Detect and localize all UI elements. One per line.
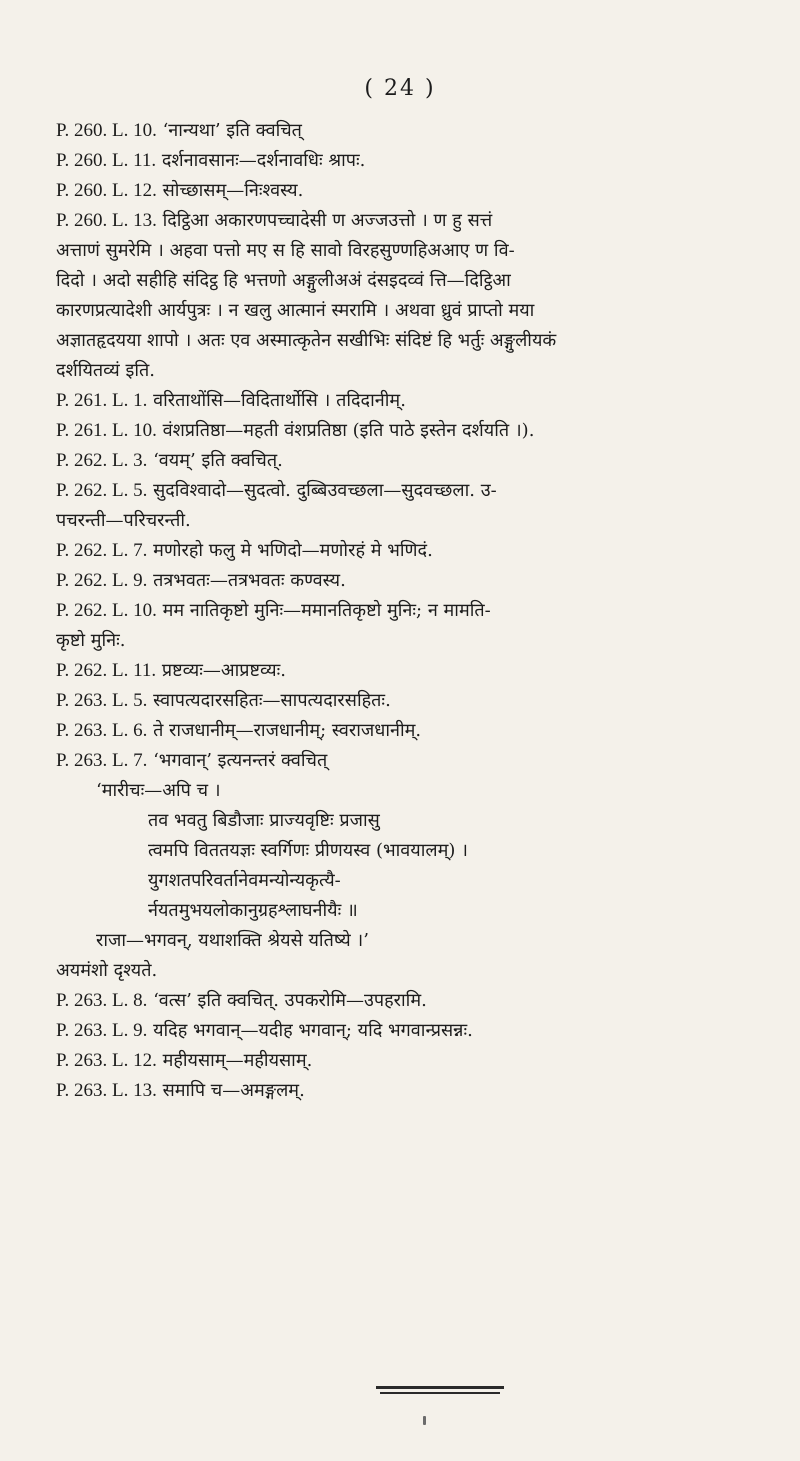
note-continuation	[56, 866, 756, 896]
page-number: ( 24 )	[364, 76, 436, 101]
note-continuation	[56, 506, 756, 536]
note-text: सुदविश्वादो—सुदत्वो. दुब्बिउवच्छला—सुदवच्छला. उ-	[153, 480, 497, 501]
note-text: दिट्ठिआ अकारणपच्चादेसी ण अज्जउत्तो । ण हु सत्तं	[162, 210, 493, 231]
note-text: दिदो । अदो सहीहि संदिट्ठ हि भत्तणो अङ्गुलीअअं दंसइदव्वं त्ति—दिट्ठिआ	[56, 270, 511, 291]
note-continuation	[56, 626, 756, 656]
line-reference: P. 262. L. 10.	[56, 600, 157, 621]
note-entry	[56, 986, 756, 1016]
line-reference: P. 263. L. 9.	[56, 1020, 148, 1041]
note-text: कारणप्रत्यादेशी आर्यपुत्रः । न खलु आत्मानं स्मरामि । अथवा ध्रुवं प्राप्तो मया	[56, 300, 535, 321]
note-text: मणोरहो फलु मे भणिदो—मणोरहं मे भणिदं.	[153, 540, 433, 561]
note-text: मम नातिकृष्टो मुनिः—ममानतिकृष्टो मुनिः; न मामति-	[162, 600, 491, 621]
note-entry	[56, 116, 756, 146]
note-entry	[56, 1076, 756, 1106]
note-text: तत्रभवतः—तत्रभवतः कण्वस्य.	[153, 570, 346, 591]
note-text: अयमंशो दृश्यते.	[56, 960, 158, 981]
note-text: राजा—भगवन्, यथाशक्ति श्रेयसे यतिष्ये ।’	[96, 930, 369, 951]
note-continuation	[56, 836, 756, 866]
note-entry	[56, 176, 756, 206]
note-text: सोच्छासम्—निःश्वस्य.	[162, 180, 304, 201]
note-text: तव भवतु बिडौजाः प्राज्यवृष्टिः प्रजासु	[148, 810, 380, 831]
note-entry	[56, 206, 756, 236]
note-text: स्वापत्यदारसहितः—सापत्यदारसहितः.	[153, 690, 391, 711]
note-text: ‘वत्स’ इति क्वचित्. उपकरोमि—उपहरामि.	[153, 990, 427, 1011]
note-entry	[56, 416, 756, 446]
note-text: दर्शयितव्यं इति.	[56, 360, 155, 381]
note-text: ‘वयम्’ इति क्वचित्.	[153, 450, 283, 471]
note-text: पचरन्ती—परिचरन्ती.	[56, 510, 191, 531]
line-reference: P. 262. L. 7.	[56, 540, 148, 561]
note-entry	[56, 446, 756, 476]
line-reference: P. 260. L. 10.	[56, 120, 157, 141]
note-continuation	[56, 896, 756, 926]
note-continuation	[56, 776, 756, 806]
note-entry	[56, 536, 756, 566]
note-text: वंशप्रतिष्ठा—महती वंशप्रतिष्ठा (इति पाठे इस्तेन दर्शयति ।).	[162, 420, 535, 441]
line-reference: P. 260. L. 11.	[56, 150, 157, 171]
line-reference: P. 261. L. 1.	[56, 390, 148, 411]
line-reference: P. 263. L. 12.	[56, 1050, 157, 1071]
note-entry	[56, 1016, 756, 1046]
note-text: प्रष्टव्यः—आप्रष्टव्यः.	[161, 660, 286, 681]
line-reference: P. 262. L. 9.	[56, 570, 148, 591]
note-continuation	[56, 956, 756, 986]
note-text: अज्ञातहृदयया शापो । अतः एव अस्मात्कृतेन सखीभिः संदिष्टं हि भर्तुः अङ्गुलीयकं	[56, 330, 557, 351]
line-reference: P. 263. L. 7.	[56, 750, 148, 771]
note-entry	[56, 1046, 756, 1076]
line-reference: P. 263. L. 8.	[56, 990, 148, 1011]
note-text: यदिह भगवान्—यदीह भगवान्; यदि भगवान्प्रसन्नः.	[153, 1020, 473, 1041]
note-entry	[56, 656, 756, 686]
line-reference: P. 262. L. 11.	[56, 660, 157, 681]
note-text: ‘मारीचः—अपि च ।	[96, 780, 221, 801]
printer-mark	[423, 1416, 426, 1425]
line-reference: P. 260. L. 13.	[56, 210, 157, 231]
note-text: अत्ताणं सुमरेमि । अहवा पत्तो मए स हि सावो विरहसुण्णहिअआए ण वि-	[56, 240, 515, 261]
note-continuation	[56, 236, 756, 266]
line-reference: P. 261. L. 10.	[56, 420, 157, 441]
note-text: ‘नान्यथा’ इति क्वचित्	[162, 120, 302, 141]
note-entry	[56, 386, 756, 416]
notes-body	[56, 116, 756, 1106]
line-reference: P. 263. L. 13.	[56, 1080, 157, 1101]
note-entry	[56, 686, 756, 716]
note-text: महीयसाम्—महीयसाम्.	[162, 1050, 313, 1071]
line-reference: P. 263. L. 5.	[56, 690, 148, 711]
note-continuation	[56, 296, 756, 326]
note-entry	[56, 716, 756, 746]
line-reference: P. 263. L. 6.	[56, 720, 148, 741]
note-text: ते राजधानीम्—राजधानीम्; स्वराजधानीम्.	[153, 720, 422, 741]
note-text: दर्शनावसानः—दर्शनावधिः श्रापः.	[161, 150, 366, 171]
note-text: र्नयतमुभयलोकानुग्रहश्लाघनीयैः ॥	[148, 900, 358, 921]
line-reference: P. 260. L. 12.	[56, 180, 157, 201]
note-continuation	[56, 326, 756, 356]
note-entry	[56, 566, 756, 596]
note-text: कृष्टो मुनिः.	[56, 630, 126, 651]
line-reference: P. 262. L. 5.	[56, 480, 148, 501]
line-reference: P. 262. L. 3.	[56, 450, 148, 471]
note-text: युगशतपरिवर्तानेवमन्योन्यकृत्यै-	[148, 870, 341, 891]
end-rule	[376, 1386, 504, 1389]
note-continuation	[56, 356, 756, 386]
note-continuation	[56, 926, 756, 956]
end-rule-thin	[380, 1392, 500, 1394]
note-entry	[56, 476, 756, 506]
note-entry	[56, 596, 756, 626]
note-continuation	[56, 266, 756, 296]
note-text: वरिताथोंसि—विदितार्थोसि । तदिदानीम्.	[153, 390, 406, 411]
note-entry	[56, 746, 756, 776]
note-text: ‘भगवान्’ इत्यनन्तरं क्वचित्	[153, 750, 328, 771]
note-continuation	[56, 806, 756, 836]
note-text: समापि च—अमङ्गलम्.	[162, 1080, 305, 1101]
note-entry	[56, 146, 756, 176]
note-text: त्वमपि विततयज्ञः स्वर्गिणः प्रीणयस्व (भावयालम्) ।	[148, 840, 468, 861]
